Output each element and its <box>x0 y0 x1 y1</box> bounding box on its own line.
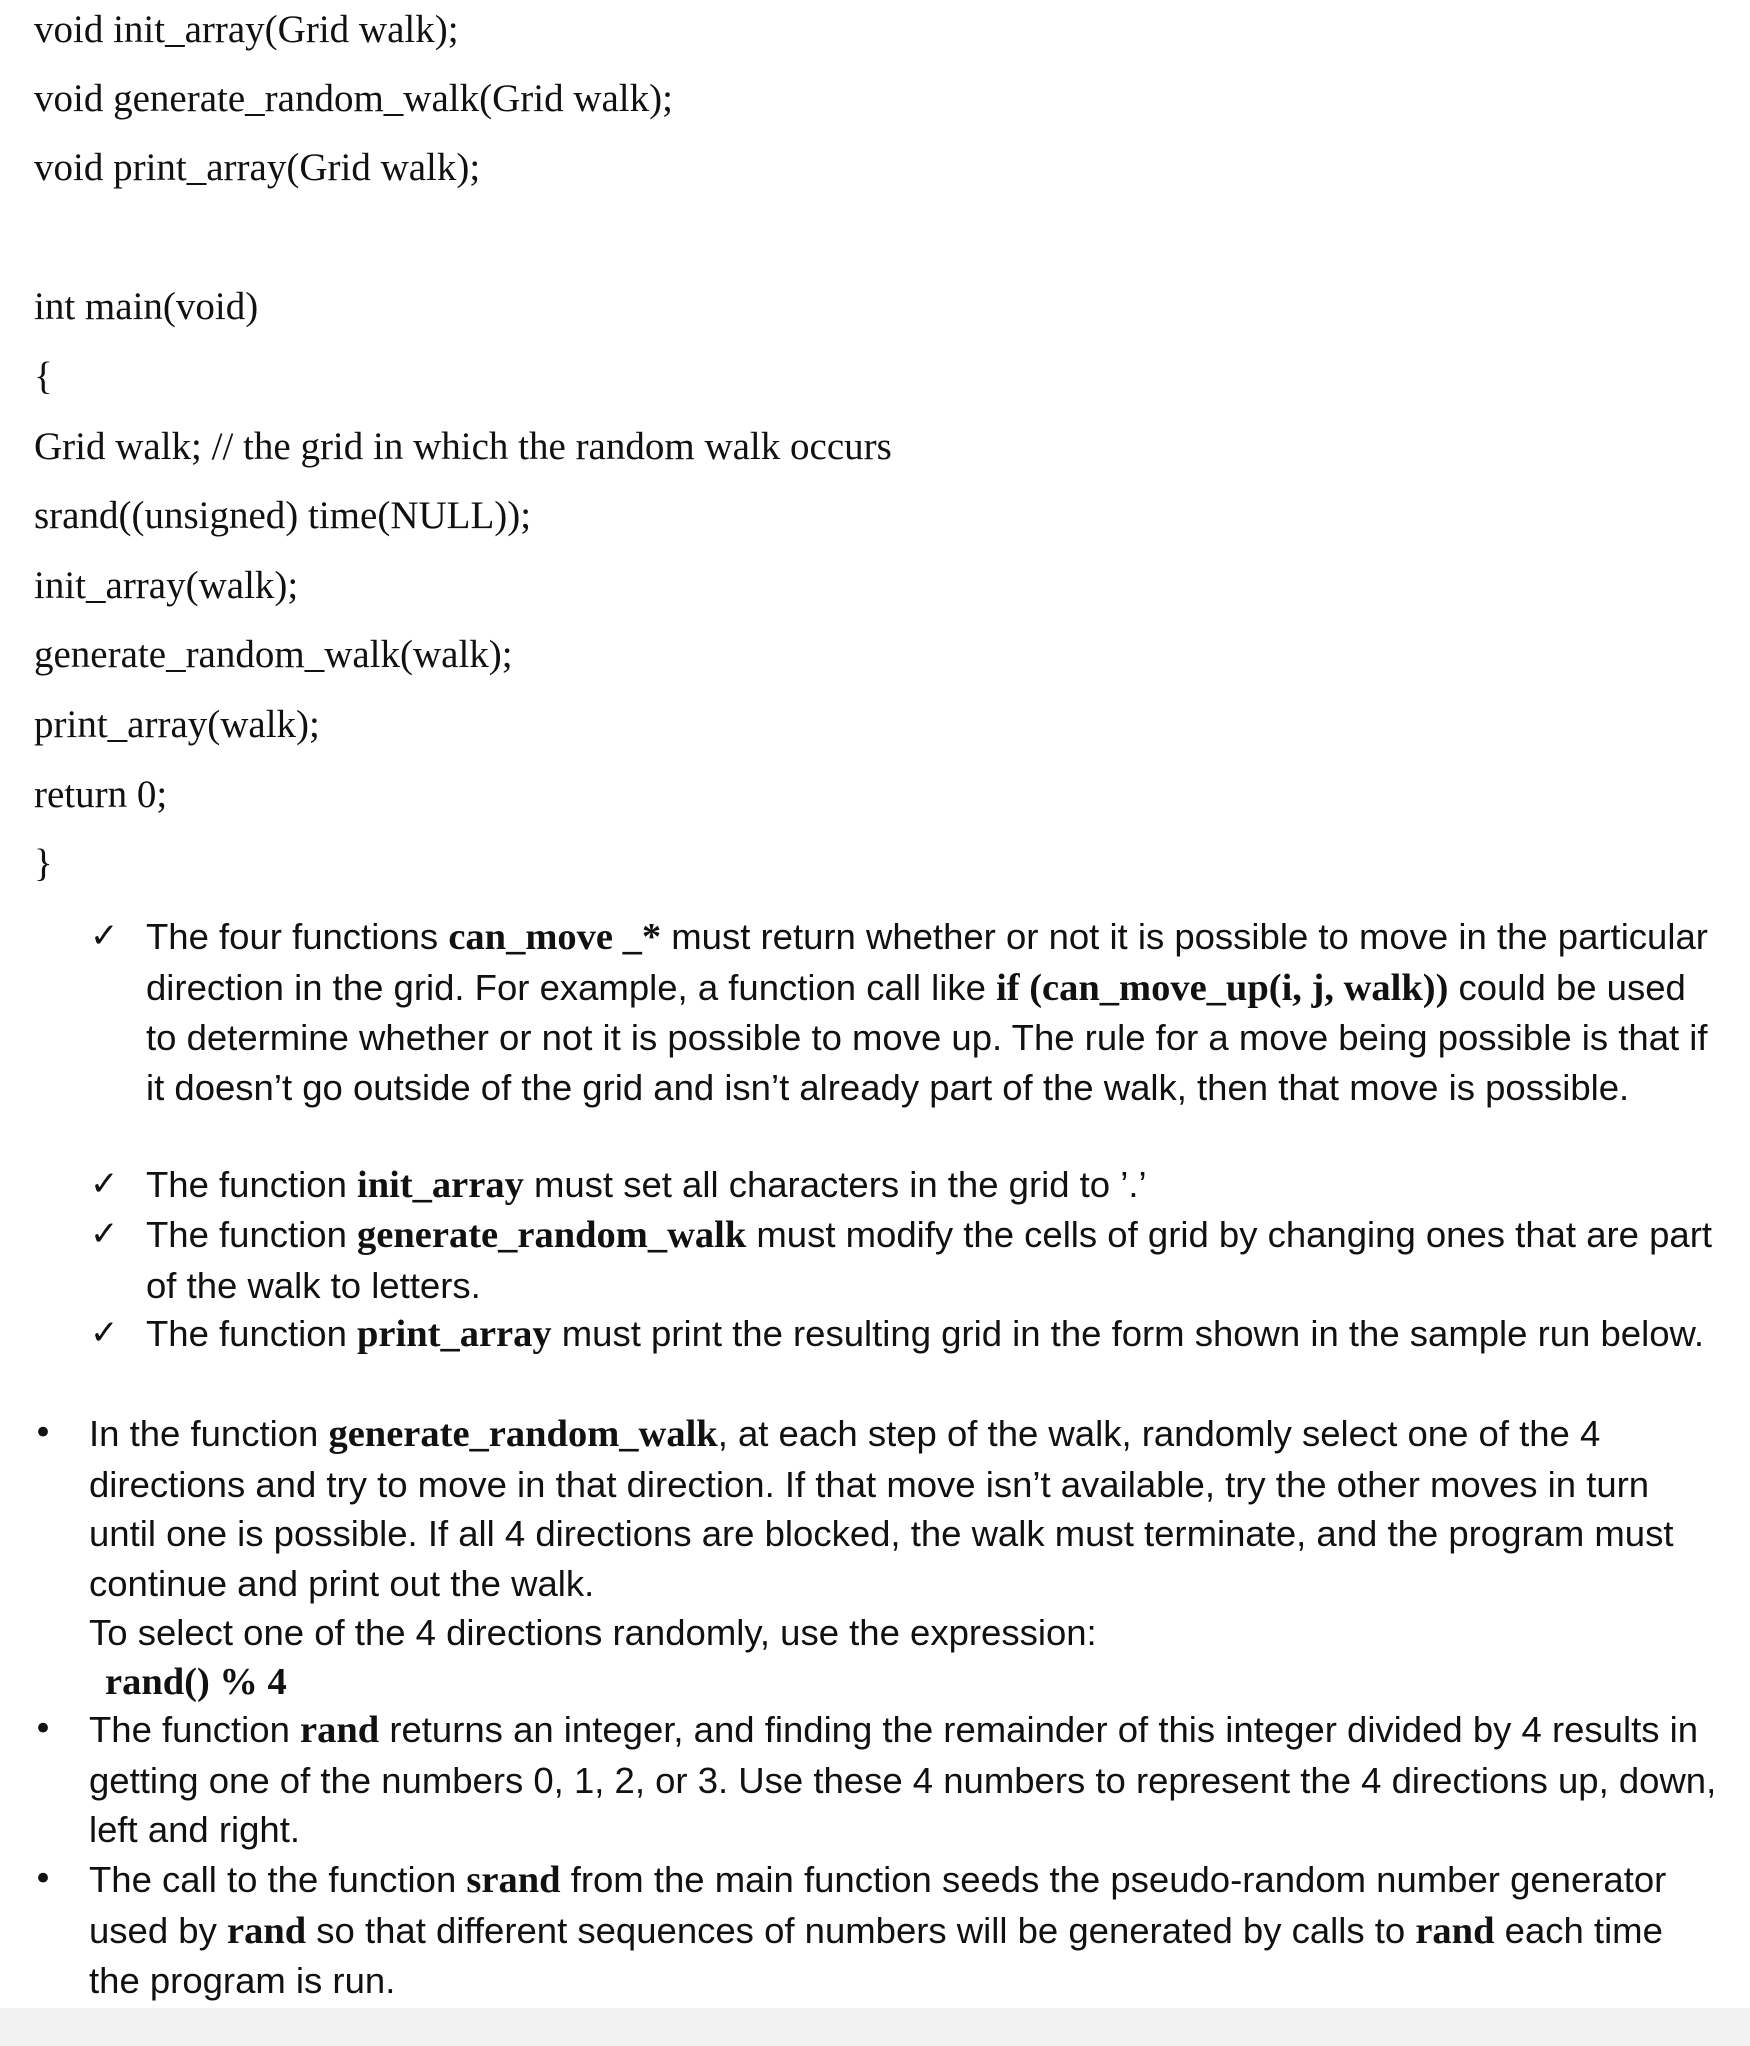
check-item-text: The function init_array must set all characters in the grid to ’.’ <box>146 1164 1147 1206</box>
code-line: void init_array(Grid walk); <box>34 8 459 51</box>
check-item-text: The function generate_random_walk must modify the cells of grid by changing ones that are part of the walk to letters. <box>146 1214 1712 1306</box>
bullet-item-text: The call to the function srand from the main function seeds the pseudo-random number generator used by rand so that different sequences of numbers will be generated by calls to rand each time the program is run. <box>89 1859 1667 2002</box>
code-line: void generate_random_walk(Grid walk); <box>34 77 673 120</box>
check-item-text: The four functions can_move _* must return whether or not it is possible to move in the particular direction in the grid. For example, a function call like if (can_move_up(i, j, walk)) could be used to determine whether or not it is possible to move up. The rule for a move being possible is that if it doesn’t go outside of the grid and isn’t already part of the walk, then that move is possible. <box>146 916 1708 1108</box>
code-line: return 0; <box>34 773 168 816</box>
code-line: } <box>34 842 53 885</box>
bullet-item-text: In the function generate_random_walk, at each step of the walk, randomly select one of the 4 directions and try to move in that direction. If that move isn’t available, try the other moves in turn until one is possible. If all 4 directions are blocked, the walk must terminate, and the program must continue and print out the walk. To select one of the 4 directions randomly, use the expression: rand() % 4 <box>89 1409 1719 1708</box>
code-line: init_array(walk); <box>34 564 299 607</box>
code-line: print_array(walk); <box>34 703 320 746</box>
checkmark-icon: ✓ <box>90 1313 119 1353</box>
check-item-text: The function print_array must print the resulting grid in the form shown in the sample run below. <box>146 1313 1704 1355</box>
code-line: srand((unsigned) time(NULL)); <box>34 494 532 537</box>
bullet-icon: • <box>33 1413 54 1453</box>
checkmark-icon: ✓ <box>90 1164 119 1204</box>
code-line: generate_random_walk(walk); <box>34 633 513 676</box>
bullet-item-text: The function rand returns an integer, and finding the remainder of this integer divided by 4 results in getting one of the numbers 0, 1, 2, or 3. Use these 4 numbers to represent the 4 directions up, down, left and right. <box>89 1709 1717 1851</box>
expression-rand-mod-4: rand() % 4 <box>105 1660 287 1703</box>
bullet-icon: • <box>33 1859 54 1899</box>
checkmark-icon: ✓ <box>90 1214 119 1254</box>
code-line: int main(void) <box>34 285 259 328</box>
checkmark-icon: ✓ <box>90 916 119 956</box>
code-line: void print_array(Grid walk); <box>34 146 481 189</box>
bullet-icon: • <box>33 1709 54 1749</box>
code-line: Grid walk; // the grid in which the random walk occurs <box>34 425 892 468</box>
code-line: { <box>34 355 53 398</box>
page-bottom-band <box>0 2008 1750 2046</box>
